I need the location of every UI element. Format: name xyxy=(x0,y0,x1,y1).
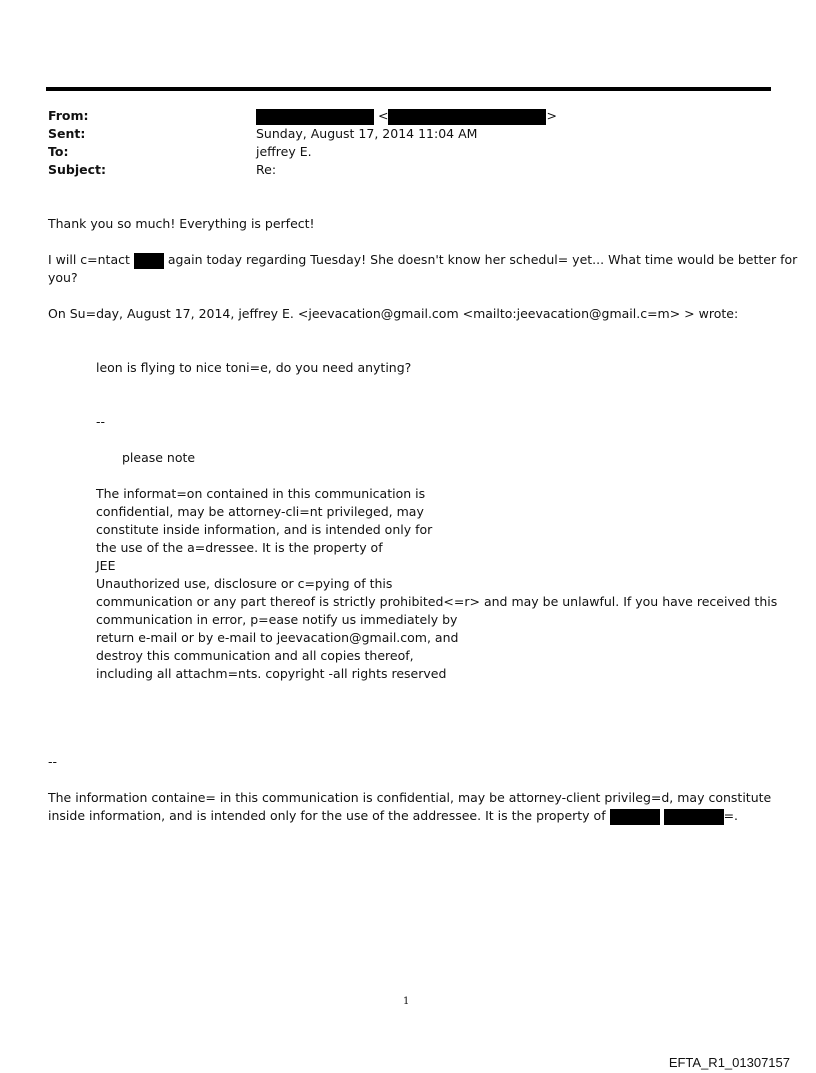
document-id: EFTA_R1_01307157 xyxy=(668,1055,790,1070)
disclaimer-line: constitute inside information, and is intended only for xyxy=(96,522,433,537)
contact-text-start: I will c=ntact xyxy=(48,252,130,267)
final-disclaimer-line: The information containe= in this communication is confidential, may be attorney-client privileg=d, may constitute xyxy=(48,790,772,805)
page-number: 1 xyxy=(403,996,410,1007)
disclaimer-line: The informat=on contained in this communication is xyxy=(96,486,426,501)
subject-value: Re: xyxy=(256,162,277,177)
body-line-contact xyxy=(48,252,797,269)
please-note: please note xyxy=(122,450,196,465)
from-gt: > xyxy=(546,108,557,123)
redaction-box xyxy=(664,809,724,825)
from-label: From: xyxy=(48,108,89,123)
quote-header: On Su=day, August 17, 2014, jeffrey E. <jeevacation@gmail.com <mailto:jeevacation@gmail.c=m> > wrote: xyxy=(48,306,739,321)
footer-separator: -- xyxy=(48,754,58,769)
disclaimer-line: Unauthorized use, disclosure or c=pying of this xyxy=(96,576,393,591)
final-disclaimer-text: inside information, and is intended only for the use of the addressee. It is the property of xyxy=(48,808,606,823)
sent-label: Sent: xyxy=(48,126,86,141)
disclaimer-line: including all attachm=nts. copyright -all rights reserved xyxy=(96,666,447,681)
header-rule xyxy=(46,87,771,91)
signature-separator: -- xyxy=(96,414,106,429)
to-value: jeffrey E. xyxy=(256,144,312,159)
to-label: To: xyxy=(48,144,69,159)
disclaimer-line: communication in error, p=ease notify us immediately by xyxy=(96,612,458,627)
contact-text-end: again today regarding Tuesday! She doesn't know her schedul= yet... What time would be better for xyxy=(167,252,798,267)
body-line-you: you? xyxy=(48,270,78,285)
redaction-box xyxy=(256,109,374,125)
disclaimer-line: the use of the a=dressee. It is the property of xyxy=(96,540,383,555)
final-disclaimer-end: =. xyxy=(723,808,739,823)
disclaimer-line: destroy this communication and all copies thereof, xyxy=(96,648,414,663)
redaction-box xyxy=(610,809,660,825)
from-lt: < xyxy=(377,108,389,123)
disclaimer-line: return e-mail or by e-mail to jeevacation@gmail.com, and xyxy=(96,630,459,645)
from-value xyxy=(256,108,557,125)
final-disclaimer-line xyxy=(48,808,738,825)
quoted-message: leon is flying to nice toni=e, do you need anyting? xyxy=(96,360,412,375)
sent-value: Sunday, August 17, 2014 11:04 AM xyxy=(256,126,478,141)
redaction-box xyxy=(134,253,164,269)
subject-label: Subject: xyxy=(48,162,106,177)
disclaimer-line: communication or any part thereof is strictly prohibited<=r> and may be unlawful. If you have received this xyxy=(96,594,778,609)
body-line-thanks: Thank you so much! Everything is perfect! xyxy=(48,216,315,231)
redaction-box xyxy=(388,109,546,125)
disclaimer-line: confidential, may be attorney-cli=nt privileged, may xyxy=(96,504,424,519)
disclaimer-line: JEE xyxy=(96,558,116,573)
